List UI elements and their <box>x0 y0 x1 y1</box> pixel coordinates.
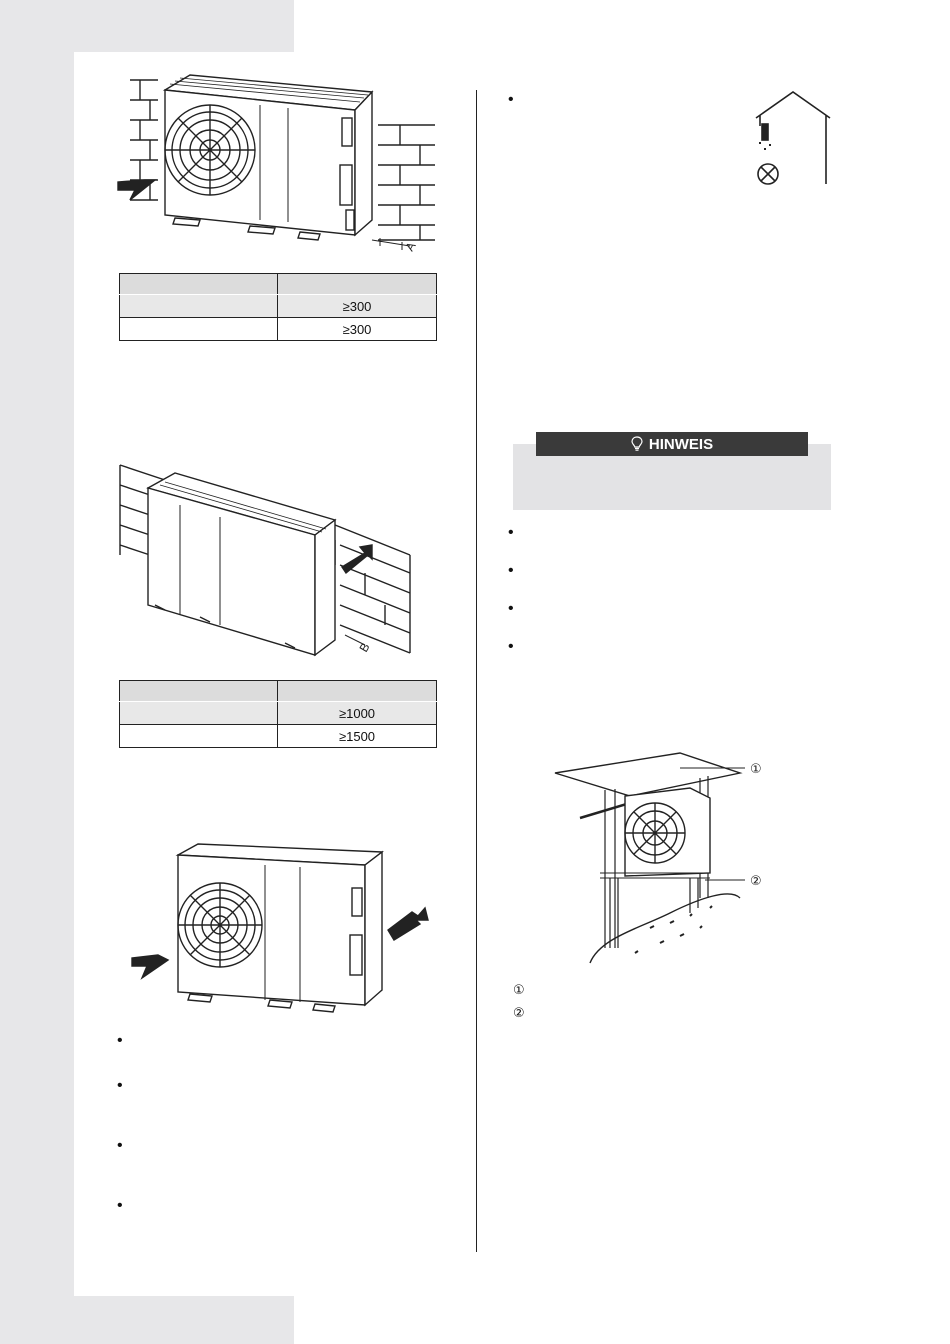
table-cell <box>278 274 437 295</box>
table-cell <box>120 274 278 295</box>
list-bullet: • <box>117 1077 123 1094</box>
clearance-table-b <box>119 680 437 748</box>
header-tab <box>74 0 294 52</box>
brick-wall-right-icon <box>378 125 435 240</box>
list-bullet: • <box>117 1137 123 1154</box>
table-cell <box>120 295 278 318</box>
table-cell <box>278 681 437 702</box>
note-label: HINWEIS <box>648 435 714 453</box>
roof-drip-prohibited-icon <box>748 88 838 188</box>
list-bullet: • <box>117 1197 123 1214</box>
page-margin-strip <box>0 0 74 1344</box>
shelter-marker-1: ① <box>750 762 762 777</box>
footer-tab <box>74 1296 294 1344</box>
table-cell <box>120 318 278 341</box>
clearance-table-a <box>119 273 437 341</box>
legend-item-1: ① <box>513 983 525 998</box>
table-cell <box>120 725 278 748</box>
list-bullet: • <box>508 562 514 579</box>
airflow-in-arrow-icon <box>388 908 428 940</box>
list-bullet: • <box>508 638 514 655</box>
airflow-out-arrow-icon <box>132 955 168 978</box>
outdoor-unit-figure-a <box>110 70 450 260</box>
legend-item-2: ② <box>513 1006 525 1021</box>
list-bullet: • <box>117 1032 123 1049</box>
column-divider <box>476 90 477 1252</box>
outdoor-unit-figure-b <box>110 455 450 665</box>
outdoor-unit-figure-airflow <box>120 840 440 1020</box>
table-cell <box>120 681 278 702</box>
table-cell <box>120 702 278 725</box>
callout-b: B <box>356 640 373 655</box>
table-cell: ≥1500 <box>278 725 437 748</box>
fan-grille-icon <box>165 105 255 195</box>
shelter-marker-2: ② <box>750 874 762 889</box>
table-cell: ≥300 <box>278 318 437 341</box>
table-cell: ≥300 <box>278 295 437 318</box>
fan-grille-icon <box>625 803 685 863</box>
snow-shelter-figure <box>550 748 830 978</box>
lightbulb-icon <box>631 436 643 452</box>
callout-a: A <box>402 239 419 254</box>
list-bullet: • <box>508 600 514 617</box>
airflow-arrow-icon <box>342 545 372 573</box>
note-header <box>536 432 808 456</box>
fan-grille-icon <box>178 883 262 967</box>
list-bullet: • <box>508 91 514 108</box>
list-bullet: • <box>508 524 514 541</box>
table-cell: ≥1000 <box>278 702 437 725</box>
